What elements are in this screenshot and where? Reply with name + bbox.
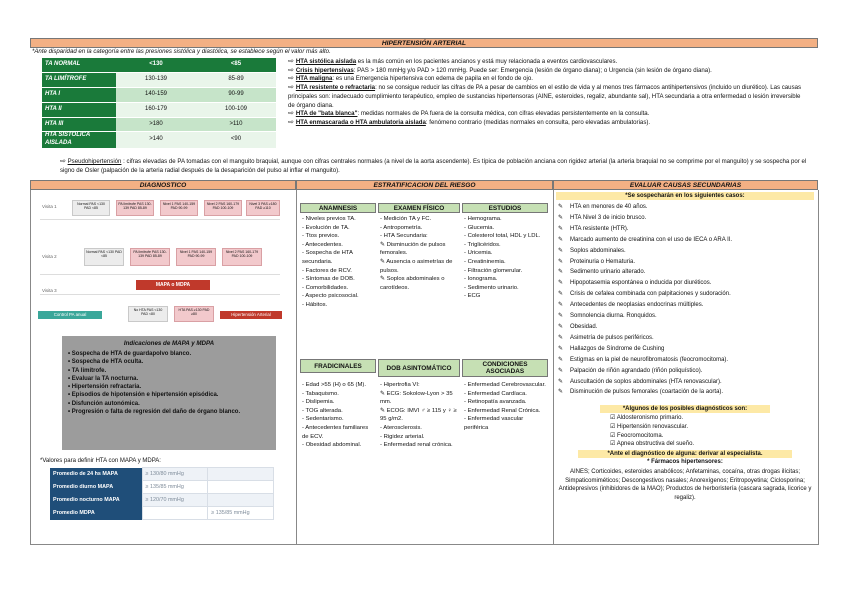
diagnostic-test-text: Apnea obstructiva del sueño.: [616, 441, 695, 448]
bp-cell: 85-89: [196, 73, 276, 88]
bp-cell: 140-159: [116, 88, 196, 103]
definition-text: es la más común en los pacientes ancianos y está muy relacionada a eventos cardiovasculares.: [356, 58, 618, 65]
arrow-icon: ⇨: [288, 110, 296, 118]
secondary-cause-item: [556, 366, 814, 377]
secondary-cause-item: [556, 300, 814, 311]
hta-box: HTA PAS ≥130 PAD ≥80: [174, 306, 214, 322]
diagnostic-tests-list: [610, 414, 810, 449]
secondary-cause-item: [556, 267, 814, 278]
mapa-value-cell: Promedio de 24 hs MAPA: [50, 468, 142, 481]
secondary-cause-text: Crisis de cefalea combinada con palpitaciones y sudoración.: [570, 291, 731, 298]
arrow-icon: ⇨: [288, 75, 296, 83]
bp-cell: HTA II: [42, 102, 116, 117]
definition-item: [288, 110, 808, 119]
secondary-cause-item: [556, 224, 814, 235]
arrow-icon: ⇨: [288, 58, 296, 65]
flow-box-nivel1-1: Nivel 1 PAS 140-159 PAD 90-99: [160, 200, 198, 216]
pencil-icon: ✎: [558, 323, 564, 330]
secondary-causes-list: [556, 202, 814, 398]
mapa-mdpa-box: MAPA o MDPA: [136, 280, 210, 290]
secondary-cause-text: Palpación de riñón agrandado (riñón poliquístico).: [570, 367, 703, 374]
mapa-value-cell: [208, 468, 274, 481]
bp-row: [42, 102, 276, 117]
flow-box-nivel1-2: Nivel 1 PAS 140-159 PAD 90-99: [176, 248, 216, 266]
hta-result-box: Hipertensión Arterial: [220, 311, 282, 319]
bp-cell: 100-109: [196, 102, 276, 117]
secondary-cause-item: [556, 355, 814, 366]
secondary-cause-item: [556, 213, 814, 224]
anamnesis-header: ANAMNESIS: [300, 203, 376, 213]
visit-2-label: Visita 2: [42, 254, 57, 259]
bullet-icon: •: [68, 384, 72, 391]
flow-box-limitrofe-1: PA limítrofe PAS 130-139 PAD 85-89: [116, 200, 154, 216]
dob-header: DOB ASINTOMÁTICO: [378, 359, 460, 377]
bullet-icon: •: [68, 375, 72, 382]
mapa-indication-item: [68, 408, 270, 416]
secondary-cause-text: Estigmas en la piel de neurofibromatosis (feocromocitoma).: [570, 356, 729, 363]
mapa-indication-item: [68, 367, 270, 375]
arrow-icon: ⇨: [288, 118, 296, 126]
mapa-value-cell: [142, 507, 208, 520]
bp-cell: HTA I: [42, 88, 116, 103]
mapa-value-cell: Promedio diurno MAPA: [50, 481, 142, 494]
bp-cell: TA NORMAL: [42, 58, 116, 73]
bullet-icon: •: [68, 392, 72, 399]
page-title: HIPERTENSIÓN ARTERIAL: [30, 38, 818, 48]
pencil-icon: ✎: [558, 280, 564, 287]
diagnostic-test-item: [610, 414, 810, 423]
definition-item: [288, 67, 808, 76]
secondary-cause-text: HTA en menores de 40 años.: [570, 204, 648, 210]
mapa-indication-item: [68, 383, 270, 391]
secondary-cause-item: [556, 289, 814, 300]
flow-box-nivel2-1: Nivel 2 PAS 160-179 PAD 100-109: [204, 200, 242, 216]
section-evaluar: EVALUAR CAUSAS SECUNDARIAS: [553, 180, 818, 190]
secondary-cause-item: [556, 278, 814, 289]
anamnesis-list: - Niveles previos TA. - Evolución de TA. - Ttos previos. - Antecedentes. - Sospecha de HTA secundaria. - Factores de RCV. - Síntomas de DOB. - Comorbilidades. - Aspecto psicosocial. - Hábitos.: [302, 216, 359, 308]
mapa-indication-text: TA limítrofe.: [71, 367, 107, 374]
secondary-cause-text: Sedimento urinario alterado.: [570, 269, 646, 276]
mapa-value-cell: ≥ 135/85 mmHg: [142, 481, 208, 494]
secondary-cause-item: [556, 246, 814, 257]
bp-cell: 90-99: [196, 88, 276, 103]
pencil-icon: ✎: [558, 247, 564, 254]
bullet-icon: •: [68, 359, 72, 366]
mapa-indication-text: Progresión o falta de regresión del daño de órgano blanco.: [71, 409, 241, 416]
checkbox-icon: ☑: [610, 423, 618, 430]
bp-cell: >180: [116, 117, 196, 132]
definition-text: : medidas normales de PA fuera de la consulta médica, con cifras elevadas persistentemente en la consulta.: [357, 110, 650, 118]
bp-cell: <130: [116, 58, 196, 73]
intro-note: *Ante disparidad en la categoría entre las presiones sistólica y diastólica, se establece según el valor más alto.: [32, 48, 331, 55]
diagnostic-flowchart: [38, 196, 282, 326]
checkbox-icon: ☑: [610, 432, 618, 439]
secondary-intro: *Se sospecharán en los siguientes casos:: [556, 192, 814, 200]
section-estratificacion: ESTRATIFICACION DEL RIESGO: [296, 180, 553, 190]
secondary-cause-text: Hipopotasemia espontánea o inducida por diuréticos.: [570, 280, 712, 287]
mapa-indication-item: [68, 400, 270, 408]
mapa-indications-box: [62, 336, 276, 450]
definition-item: [288, 75, 808, 84]
pencil-icon: ✎: [558, 389, 564, 396]
mapa-indication-text: Disfunción autonómica.: [71, 400, 140, 407]
secondary-cause-text: Antecedentes de neoplasias endocrinas múltiples.: [570, 302, 704, 309]
secondary-cause-text: Auscultación de soplos abdominales (HTA renovascular).: [570, 378, 722, 385]
mapa-value-cell: [208, 494, 274, 507]
secondary-cause-text: Disminución de pulsos femorales (coartación de la aorta).: [570, 389, 724, 396]
pencil-icon: ✎: [558, 236, 564, 243]
secondary-cause-text: Obesidad.: [570, 323, 598, 330]
secondary-cause-item: [556, 377, 814, 388]
mapa-value-cell: ≥ 120/70 mmHg: [142, 494, 208, 507]
secondary-cause-text: Somnolencia diurna. Ronquidos.: [570, 313, 657, 320]
checkbox-icon: ☑: [610, 441, 617, 448]
secondary-cause-text: Marcado aumento de creatinina con el uso de IECA o ARA II.: [570, 236, 733, 243]
bullet-icon: •: [68, 367, 72, 374]
pencil-icon: ✎: [558, 345, 564, 352]
diagnostic-test-text: Hipertensión renovascular.: [617, 423, 689, 430]
pencil-icon: ✎: [558, 291, 564, 298]
flow-box-normal-2: Normal PAS <130 PAD <85: [84, 248, 124, 266]
pseudohypertension-note: [60, 158, 810, 175]
bp-row: [42, 73, 276, 88]
pencil-icon: ✎: [558, 204, 564, 210]
mapa-indication-text: Hipertensión refractaria.: [71, 384, 142, 391]
definition-text: : fenómeno contrario (medidas normales en consulta, pero elevadas ambulatorias).: [425, 118, 651, 126]
drugs-text: AINES; Corticoides, esteroides anabólicos; Anfetaminas, cocaína, otras drogas ilícitas; Simpaticomiméticos; Descongestivos nasales; Anorexígenos; Eritropoyetina; Ciclosporina; Antidepresivos (inhibidores de la MAO); Productos de herboristería (cascara sagrada, licorice y regaliz).: [558, 469, 812, 501]
condiciones-header: CONDICIONES ASOCIADAS: [462, 359, 548, 377]
pencil-icon: ✎: [558, 334, 564, 341]
pencil-icon: ✎: [558, 378, 564, 385]
diagnostic-tests-title: *Algunos de los posibles diagnósticos son:: [600, 405, 770, 413]
pencil-icon: ✎: [558, 258, 564, 265]
condiciones-list: - Enfermedad Cerebrovascular. - Enfermedad Cardíaca. - Retinopatía avanzada. - Enfermedad Renal Crónica. - Enfermedad vascular periférica: [464, 382, 546, 431]
arrow-icon: ⇨: [60, 158, 66, 165]
mapa-indication-text: Episodios de hipotensión e hipertensión episódica.: [71, 392, 219, 399]
secondary-cause-item: [556, 235, 814, 246]
secondary-cause-text: Asimetría de pulsos periféricos.: [570, 334, 654, 341]
bp-cell: >140: [116, 132, 196, 148]
bp-classification-table: [42, 58, 276, 149]
pseudo-text: : cifras elevadas de PA tomadas con el manguito braquial, aunque con cifras centrales normales (a nivel de la aorta ascendente). Es típica de población anciana con rigidez arterial (la arteria braquial no se comprime por el manguito) y se sospecha por el signo de Osler (palpación de la arteria radial después de la desaparición del pulso al inflar el manguito).: [60, 158, 807, 174]
bp-row: [42, 117, 276, 132]
definition-term: HTA resistente o refractaria: [295, 84, 376, 92]
mapa-value-row: [50, 507, 274, 520]
definition-term: HTA de "bata blanca": [295, 110, 358, 118]
secondary-cause-text: Proteinuria o Hematuria.: [570, 258, 636, 265]
estudios-header: ESTUDIOS: [462, 203, 548, 213]
dob-list: - Hipertrofia VI: ✎ ECG: Sokolow-Lyon > 35 mm. ✎ ECOG: IMVI ♂ ≥ 115 y ♀ ≥ 95 g/m2. - Aterosclerosis. - Rigidez arterial. - Enfermedad renal crónica.: [380, 382, 457, 449]
definition-text: : no se consigue reducir las cifras de PA a pesar de cambios en el estilo de vida y al menos tres fármacos antihipertensivos (incluido un diurético). Las causas principales son: inadecuado cumplimiento terapéutico, empleo de sustancias hipertensoras (AINE, esteroides, regaliz, abundante sal), HTA secundaria a otra enfermedad o lesión irreversible de órgano diana.: [288, 84, 802, 109]
mapa-indication-text: Sospecha de HTA de guardapolvo blanco.: [71, 350, 192, 357]
bp-row: [42, 88, 276, 103]
secondary-cause-text: Hallazgos de Síndrome de Cushing: [570, 345, 665, 352]
definition-term: Crisis hipertensivas: [295, 66, 354, 74]
mapa-value-row: [50, 481, 274, 494]
pencil-icon: ✎: [558, 214, 564, 221]
flow-box-nivel2-2: Nivel 2 PAS 160-179 PAD 100-109: [222, 248, 262, 266]
bullet-icon: •: [68, 350, 72, 357]
pencil-icon: ✎: [558, 225, 564, 232]
factores-list: - Edad >55 (H) o 65 (M). - Tabaquismo. - Dislipemia. - TOG alterada. - Sedentarismo. - Antecedentes familiares de ECV. - Obesidad abdominal.: [302, 382, 369, 449]
examen-list: - Medición TA y FC. - Antropometría. - HTA Secundaria: ✎ Disminución de pulsos femorales. ✎ Ausencia o asimetrías de pulsos. ✎ Soplos abdominales o carotídeos.: [380, 216, 453, 291]
bp-row: [42, 132, 276, 148]
pencil-icon: ✎: [558, 269, 564, 276]
arrow-icon: ⇨: [288, 66, 296, 74]
definition-item: [288, 58, 808, 67]
mapa-indication-item: [68, 350, 270, 358]
checkbox-icon: ☑: [610, 415, 617, 421]
secondary-cause-item: [556, 344, 814, 355]
pencil-icon: ✎: [558, 313, 564, 320]
mapa-indication-item: [68, 358, 270, 366]
flow-box-limitrofe-2: PA limítrofe PAS 130-139 PAD 85-89: [130, 248, 170, 266]
specialist-note: *Ante el diagnóstico de alguna: derivar al especialista.: [578, 450, 792, 458]
mapa-value-cell: [208, 481, 274, 494]
pencil-icon: ✎: [558, 302, 564, 309]
no-hta-box: No HTA PAS <130 PAD <80: [128, 306, 168, 322]
diagnostic-test-item: [610, 432, 810, 441]
drugs-title: * Fármacos hipertensores:: [647, 459, 723, 465]
pseudo-term: Pseudohipertensión: [67, 158, 122, 165]
mapa-indication-item: [68, 375, 270, 383]
mapa-indications-title: Indicaciones de MAPA y MDPA: [123, 340, 215, 347]
bp-cell: HTA III: [42, 117, 116, 132]
bp-cell: 160-179: [116, 102, 196, 117]
factores-header: FRADICINALES: [300, 359, 376, 373]
examen-header: EXAMEN FÍSICO: [378, 203, 460, 213]
definition-text: : PAS > 180 mmHg y/o PAD > 120 mmHg. Puede ser: Emergencia (lesión de órgano diana); o Urgencia (sin lesión de órgano diana).: [353, 66, 712, 74]
mapa-value-cell: ≥ 130/80 mmHg: [142, 468, 208, 481]
visit-3-label: Visita 3: [42, 288, 57, 293]
flow-box-normal-1: Normal PAS <130 PAD <85: [72, 200, 110, 216]
secondary-cause-item: [556, 387, 814, 398]
bp-cell: <90: [196, 132, 276, 148]
pencil-icon: ✎: [558, 367, 564, 374]
mapa-value-row: [50, 494, 274, 507]
definition-term: HTA sistólica aislada: [295, 58, 357, 65]
definition-text: : es una Emergencia hipertensiva con edema de papila en el fondo de ojo.: [332, 75, 533, 83]
mapa-value-row: [50, 468, 274, 481]
mapa-indication-text: Sospecha de HTA oculta.: [71, 359, 144, 366]
definition-term: HTA enmascarada o HTA ambulatoria aislada: [295, 118, 426, 126]
secondary-cause-item: [556, 333, 814, 344]
estudios-list: - Hemograma. - Glucemia. - Colesterol total, HDL y LDL. - Triglicéridos. - Uricemia. - Creatininemia. - Filtración glomerular. - Ionograma. - Sedimento urinario. - ECG: [464, 216, 541, 300]
bp-cell: 130-139: [116, 73, 196, 88]
bp-cell: TA LIMÍTROFE: [42, 73, 116, 88]
control-box: Control PA anual: [38, 311, 102, 319]
bp-cell: >110: [196, 117, 276, 132]
mapa-values-title: *Valores para definir HTA con MAPA y MDPA:: [40, 458, 161, 464]
flow-box-nivel3-1: Nivel 3 PAS ≥180 PAD ≥110: [246, 200, 280, 216]
diagnostic-test-text: Feocromocitoma.: [617, 432, 664, 439]
secondary-cause-text: HTA resistente (HTR).: [570, 225, 629, 232]
arrow-icon: ⇨: [288, 84, 296, 92]
mapa-values-table: [50, 467, 274, 520]
mapa-value-cell: Promedio MDPA: [50, 507, 142, 520]
diagnostic-test-item: [610, 423, 810, 432]
visit-1-label: Visita 1: [42, 204, 57, 209]
bullet-icon: •: [68, 409, 72, 416]
bp-cell: <85: [196, 58, 276, 73]
bp-cell: HTA SISTOLICA AISLADA: [42, 132, 116, 148]
secondary-cause-item: [556, 257, 814, 268]
bp-row: [42, 58, 276, 73]
diagnostic-test-item: [610, 440, 810, 449]
definition-term: HTA maligna: [295, 75, 333, 83]
definition-item: [288, 119, 808, 128]
diagnostic-test-text: Aldosteronismo primario.: [616, 415, 684, 421]
bullet-icon: •: [68, 400, 72, 407]
mapa-indication-text: Evaluar la TA nocturna.: [71, 375, 139, 382]
secondary-cause-item: [556, 322, 814, 333]
definitions-list: [288, 58, 808, 128]
section-diagnostico: DIAGNOSTICO: [30, 180, 296, 190]
definition-item: [288, 84, 808, 110]
secondary-cause-item: [556, 202, 814, 213]
secondary-cause-item: [556, 311, 814, 322]
secondary-cause-text: HTA Nivel 3 de inicio brusco.: [570, 214, 647, 221]
mapa-value-cell: ≥ 135/85 mmHg: [208, 507, 274, 520]
secondary-cause-text: Soplos abdominales.: [570, 247, 626, 254]
pencil-icon: ✎: [558, 356, 564, 363]
mapa-indication-item: [68, 391, 270, 399]
mapa-value-cell: Promedio nocturno MAPA: [50, 494, 142, 507]
